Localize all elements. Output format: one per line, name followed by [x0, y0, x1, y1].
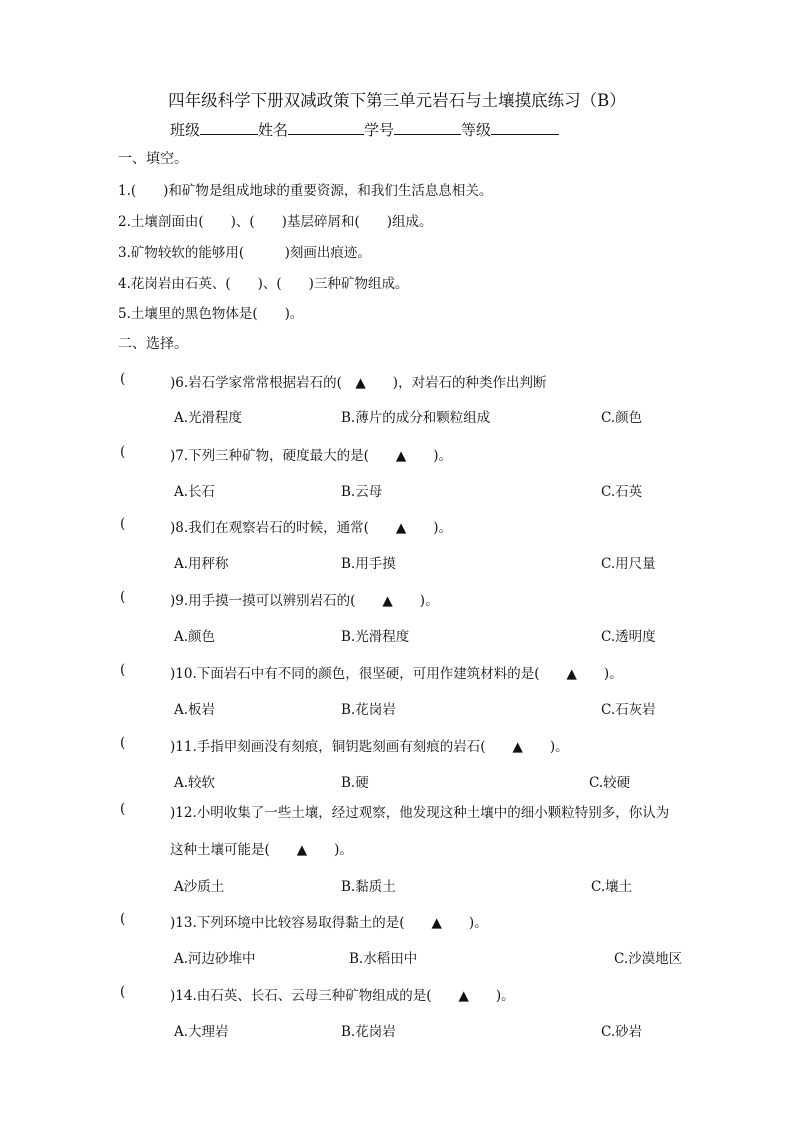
question-stem: )11.手指甲刻画没有刻痕，铜钥匙刻画有刻痕的岩石( ▲ )。 — [170, 739, 569, 755]
number-label: 学号 — [364, 121, 395, 139]
option-a: A.河边砂堆中 — [174, 951, 256, 967]
question-stem-line-2: 这种土壤可能是( ▲ )。 — [170, 842, 353, 858]
option-b: B.花岗岩 — [341, 1024, 396, 1040]
answer-paren[interactable]: ( — [120, 371, 126, 387]
option-c: C.用尺量 — [601, 556, 656, 572]
option-c: C.透明度 — [601, 629, 656, 645]
class-label: 班级 — [170, 121, 201, 139]
grade-blank[interactable] — [491, 119, 559, 135]
option-a: A.长石 — [174, 484, 216, 500]
fill-item-5: 5.土壤里的黑色物体是( )。 — [118, 306, 304, 322]
question-stem: )9.用手摸一摸可以辨别岩石的( ▲ )。 — [170, 593, 439, 609]
fill-item-4: 4.花岗岩由石英、( )、( )三种矿物组成。 — [118, 276, 409, 292]
fill-item-3: 3.矿物较软的能够用( )刻画出痕迹。 — [118, 245, 371, 261]
answer-paren[interactable]: ( — [120, 735, 126, 751]
page-title: 四年级科学下册双减政策下第三单元岩石与土壤摸底练习（B） — [168, 91, 626, 110]
answer-paren[interactable]: ( — [120, 589, 126, 605]
fill-item-2: 2.土壤剖面由( )、( )基层碎屑和( )组成。 — [118, 214, 433, 230]
question-stem: )14.由石英、长石、云母三种矿物组成的是( ▲ )。 — [170, 988, 515, 1004]
option-c: C.壤土 — [591, 879, 633, 895]
name-blank[interactable] — [288, 119, 364, 135]
option-c: C.较硬 — [589, 775, 631, 791]
option-a: A.大理岩 — [174, 1024, 229, 1040]
option-a: A.光滑程度 — [174, 410, 243, 426]
option-c: C.石英 — [601, 484, 643, 500]
option-a: A沙质土 — [174, 879, 225, 895]
option-a: A.颜色 — [174, 629, 216, 645]
fill-item-1: 1.( )和矿物是组成地球的重要资源，和我们生活息息相关。 — [118, 183, 493, 199]
section-choice-heading: 二、选择。 — [118, 336, 188, 352]
option-c: C.石灰岩 — [601, 702, 656, 718]
option-b: B.薄片的成分和颗粒组成 — [341, 410, 491, 426]
option-b: B.光滑程度 — [341, 629, 410, 645]
option-b: B.用手摸 — [341, 556, 396, 572]
student-info-line — [170, 119, 559, 140]
answer-paren[interactable]: ( — [120, 516, 126, 532]
answer-paren[interactable]: ( — [120, 911, 126, 927]
answer-paren[interactable]: ( — [120, 662, 126, 678]
question-stem: )6.岩石学家常常根据岩石的( ▲ )，对岩石的种类作出判断 — [170, 375, 547, 391]
question-stem: )10.下面岩石中有不同的颜色，很坚硬，可用作建筑材料的是( ▲ )。 — [170, 666, 623, 682]
option-a: A.用秤称 — [174, 556, 229, 572]
question-stem: )13.下列环境中比较容易取得黏土的是( ▲ )。 — [170, 915, 488, 931]
section-fill-heading: 一、填空。 — [118, 151, 188, 167]
option-a: A.较软 — [174, 775, 216, 791]
number-blank[interactable] — [394, 119, 461, 135]
question-stem: )12.小明收集了一些土壤，经过观察，他发现这种土壤中的细小颗粒特别多，你认为 — [170, 805, 670, 821]
option-c: C.颜色 — [601, 410, 643, 426]
question-stem: )8.我们在观察岩石的时候，通常( ▲ )。 — [170, 520, 453, 536]
option-c: C.砂岩 — [601, 1024, 643, 1040]
option-b: B.硬 — [341, 775, 369, 791]
class-blank[interactable] — [200, 119, 258, 135]
answer-paren[interactable]: ( — [120, 984, 126, 1000]
answer-paren[interactable]: ( — [120, 801, 126, 817]
answer-paren[interactable]: ( — [120, 444, 126, 460]
option-b: B.水稻田中 — [349, 951, 418, 967]
question-stem: )7.下列三种矿物，硬度最大的是( ▲ )。 — [170, 448, 453, 464]
option-a: A.板岩 — [174, 702, 216, 718]
option-b: B.黏质土 — [341, 879, 396, 895]
option-b: B.花岗岩 — [341, 702, 396, 718]
name-label: 姓名 — [258, 121, 289, 139]
grade-label: 等级 — [461, 121, 492, 139]
option-b: B.云母 — [341, 484, 383, 500]
option-c: C.沙漠地区 — [614, 951, 683, 967]
